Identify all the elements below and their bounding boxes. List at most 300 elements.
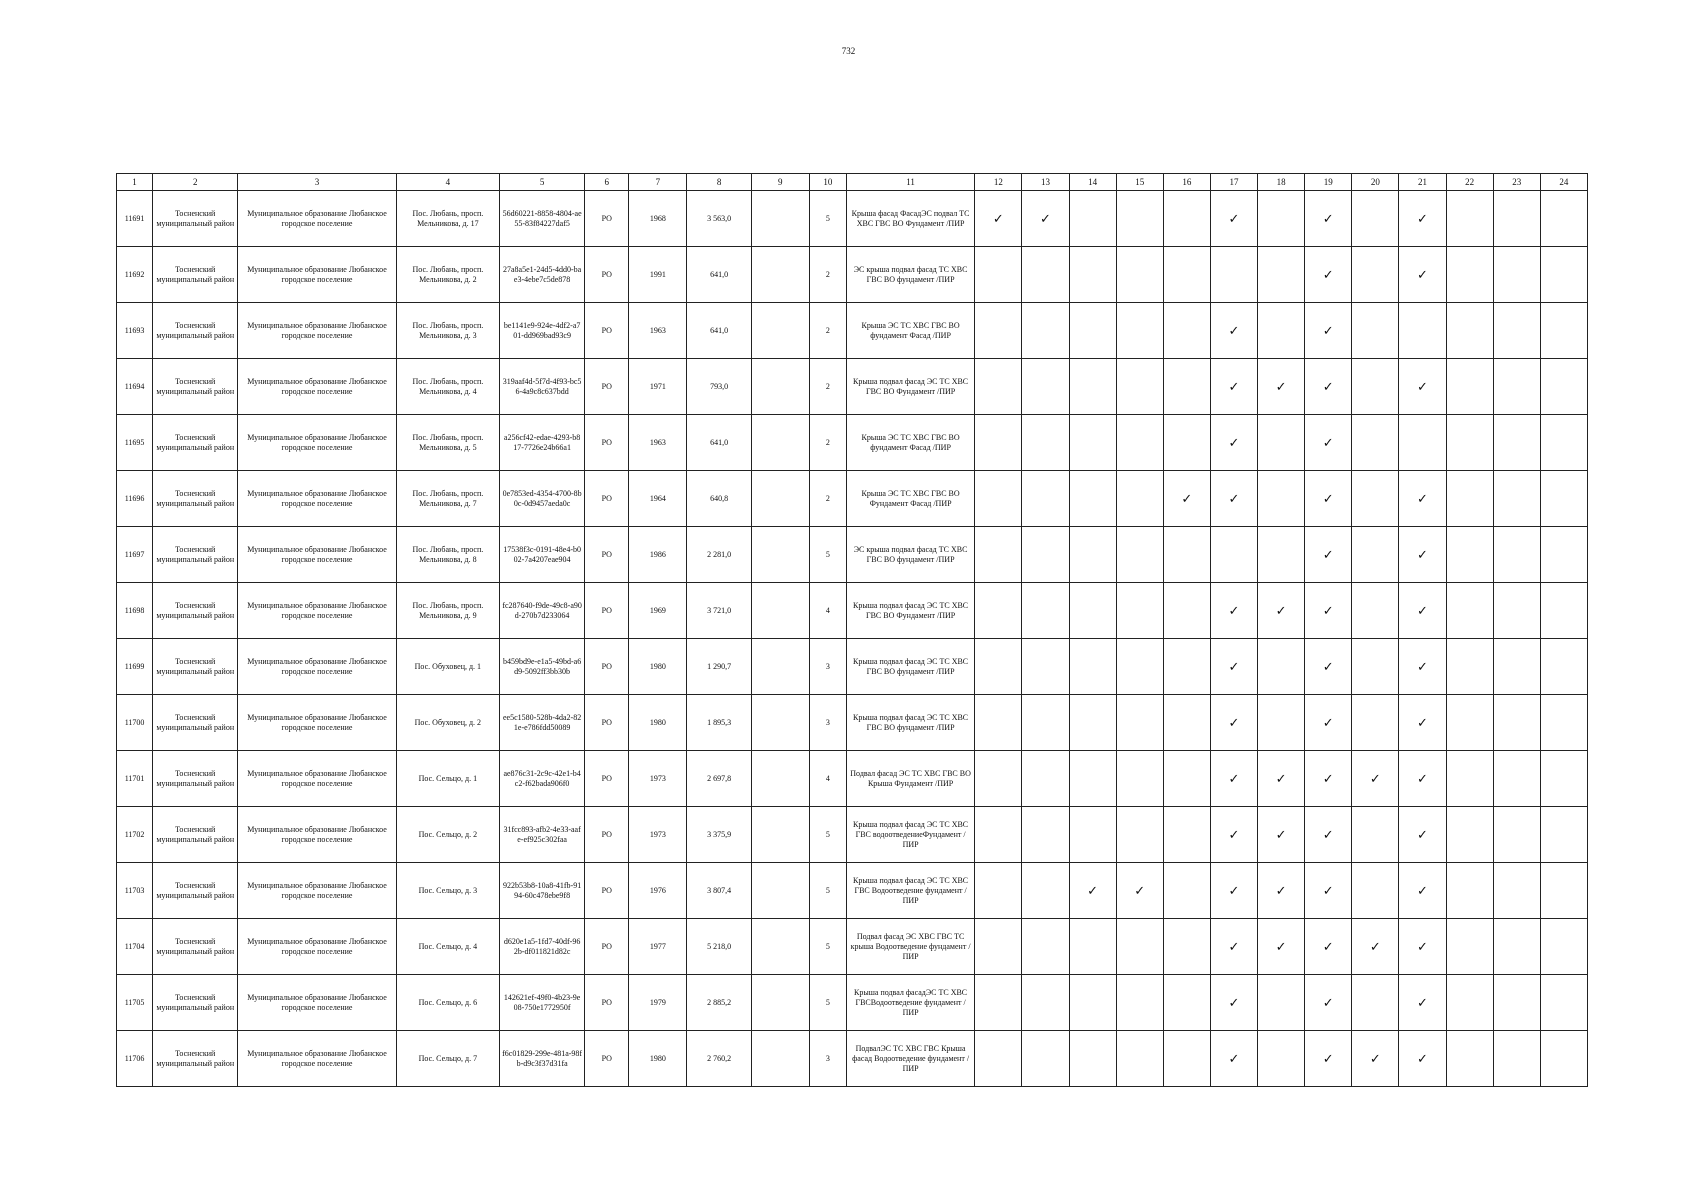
district-cell: Тосненский муниципальный район <box>153 975 238 1031</box>
area-cell: 2 885,2 <box>687 975 751 1031</box>
house-guid-cell: 27a8a5e1-24d5-4dd0-bae3-4ebe7c5de878 <box>500 247 585 303</box>
check-cell-col-23 <box>1493 863 1540 919</box>
column-9-cell <box>751 695 809 751</box>
checkmark-icon: ✓ <box>1416 826 1428 842</box>
column-header-18: 18 <box>1258 174 1305 191</box>
district-cell: Тосненский муниципальный район <box>153 527 238 583</box>
check-cell-col-13 <box>1022 919 1069 975</box>
check-cell-col-23 <box>1493 527 1540 583</box>
floors-cell: 3 <box>809 639 846 695</box>
check-cell-col-13 <box>1022 695 1069 751</box>
area-cell: 3 563,0 <box>687 191 751 247</box>
check-cell-col-20 <box>1352 191 1399 247</box>
check-cell-col-24 <box>1540 751 1587 807</box>
address-cell: Пос. Сельцо, д. 6 <box>396 975 499 1031</box>
column-header-8: 8 <box>687 174 751 191</box>
build-year-cell: 1973 <box>629 807 687 863</box>
checkmark-icon: ✓ <box>1322 1050 1334 1066</box>
works-list-cell: ЭС крыша подвал фасад ТС ХВС ГВС ВО фундамент /ПИР <box>846 527 974 583</box>
row-number: 11701 <box>117 751 153 807</box>
check-cell-col-18 <box>1258 919 1305 975</box>
check-cell-col-18 <box>1258 359 1305 415</box>
build-year-cell: 1963 <box>629 415 687 471</box>
check-cell-col-16 <box>1163 303 1210 359</box>
check-cell-col-22 <box>1446 471 1493 527</box>
address-cell: Пос. Сельцо, д. 4 <box>396 919 499 975</box>
check-cell-col-21 <box>1399 583 1446 639</box>
district-cell: Тосненский муниципальный район <box>153 303 238 359</box>
check-cell-col-19 <box>1305 639 1352 695</box>
check-cell-col-12 <box>975 303 1022 359</box>
check-cell-col-20 <box>1352 863 1399 919</box>
check-cell-col-20 <box>1352 247 1399 303</box>
table-row <box>117 247 1588 303</box>
checkmark-icon: ✓ <box>1228 490 1240 506</box>
checkmark-icon: ✓ <box>1416 546 1428 562</box>
check-cell-col-17 <box>1210 191 1257 247</box>
area-cell: 640,8 <box>687 471 751 527</box>
floors-cell: 5 <box>809 527 846 583</box>
check-cell-col-15 <box>1116 359 1163 415</box>
check-cell-col-17 <box>1210 527 1257 583</box>
check-cell-col-19 <box>1305 191 1352 247</box>
checkmark-icon: ✓ <box>1369 1050 1381 1066</box>
check-cell-col-12 <box>975 863 1022 919</box>
check-cell-col-23 <box>1493 807 1540 863</box>
check-cell-col-15 <box>1116 751 1163 807</box>
column-9-cell <box>751 247 809 303</box>
check-cell-col-15 <box>1116 527 1163 583</box>
check-cell-col-22 <box>1446 807 1493 863</box>
check-cell-col-15 <box>1116 583 1163 639</box>
check-cell-col-23 <box>1493 639 1540 695</box>
ownership-type-cell: РО <box>585 919 629 975</box>
column-9-cell <box>751 415 809 471</box>
check-cell-col-23 <box>1493 191 1540 247</box>
check-cell-col-21 <box>1399 303 1446 359</box>
area-cell: 2 760,2 <box>687 1031 751 1087</box>
checkmark-icon: ✓ <box>1416 210 1428 226</box>
table-row <box>117 1031 1588 1087</box>
build-year-cell: 1971 <box>629 359 687 415</box>
check-cell-col-17 <box>1210 1031 1257 1087</box>
checkmark-icon: ✓ <box>1228 602 1240 618</box>
municipality-cell: Муниципальное образование Любанское городское поселение <box>238 471 396 527</box>
area-cell: 5 218,0 <box>687 919 751 975</box>
table-row <box>117 527 1588 583</box>
check-cell-col-18 <box>1258 751 1305 807</box>
floors-cell: 3 <box>809 1031 846 1087</box>
check-cell-col-13 <box>1022 359 1069 415</box>
check-cell-col-21 <box>1399 415 1446 471</box>
row-number: 11695 <box>117 415 153 471</box>
table-row <box>117 807 1588 863</box>
checkmark-icon: ✓ <box>1228 210 1240 226</box>
ownership-type-cell: РО <box>585 303 629 359</box>
column-header-20: 20 <box>1352 174 1399 191</box>
check-cell-col-19 <box>1305 863 1352 919</box>
address-cell: Пос. Сельцо, д. 7 <box>396 1031 499 1087</box>
check-cell-col-17 <box>1210 359 1257 415</box>
district-cell: Тосненский муниципальный район <box>153 863 238 919</box>
check-cell-col-19 <box>1305 415 1352 471</box>
column-9-cell <box>751 919 809 975</box>
build-year-cell: 1980 <box>629 639 687 695</box>
build-year-cell: 1980 <box>629 1031 687 1087</box>
ownership-type-cell: РО <box>585 695 629 751</box>
build-year-cell: 1976 <box>629 863 687 919</box>
check-cell-col-16 <box>1163 471 1210 527</box>
check-cell-col-24 <box>1540 303 1587 359</box>
house-guid-cell: ee5c1580-528b-4da2-821e-e786fdd50089 <box>500 695 585 751</box>
check-cell-col-14 <box>1069 303 1116 359</box>
check-cell-col-22 <box>1446 1031 1493 1087</box>
check-cell-col-15 <box>1116 415 1163 471</box>
ownership-type-cell: РО <box>585 975 629 1031</box>
checkmark-icon: ✓ <box>1228 434 1240 450</box>
district-cell: Тосненский муниципальный район <box>153 583 238 639</box>
check-cell-col-24 <box>1540 695 1587 751</box>
check-cell-col-17 <box>1210 695 1257 751</box>
check-cell-col-12 <box>975 191 1022 247</box>
area-cell: 641,0 <box>687 415 751 471</box>
column-header-15: 15 <box>1116 174 1163 191</box>
check-cell-col-20 <box>1352 359 1399 415</box>
works-list-cell: Крыша подвал фасадЭС ТС ХВС ГВСВодоотведение фундамент /ПИР <box>846 975 974 1031</box>
works-list-cell: Крыша подвал фасад ЭС ТС ХВС ГВС ВО Фундамент /ПИР <box>846 583 974 639</box>
floors-cell: 5 <box>809 863 846 919</box>
check-cell-col-15 <box>1116 975 1163 1031</box>
check-cell-col-17 <box>1210 303 1257 359</box>
row-number: 11704 <box>117 919 153 975</box>
checkmark-icon: ✓ <box>1228 770 1240 786</box>
check-cell-col-16 <box>1163 359 1210 415</box>
municipality-cell: Муниципальное образование Любанское городское поселение <box>238 695 396 751</box>
checkmark-icon: ✓ <box>1322 770 1334 786</box>
check-cell-col-22 <box>1446 751 1493 807</box>
check-cell-col-22 <box>1446 919 1493 975</box>
check-cell-col-22 <box>1446 863 1493 919</box>
district-cell: Тосненский муниципальный район <box>153 639 238 695</box>
district-cell: Тосненский муниципальный район <box>153 191 238 247</box>
table-row <box>117 695 1588 751</box>
build-year-cell: 1973 <box>629 751 687 807</box>
check-cell-col-23 <box>1493 415 1540 471</box>
check-cell-col-15 <box>1116 303 1163 359</box>
house-guid-cell: fc287640-f9de-49c8-a90d-270b7d233064 <box>500 583 585 639</box>
table-body <box>117 191 1588 1087</box>
area-cell: 641,0 <box>687 303 751 359</box>
check-cell-col-15 <box>1116 807 1163 863</box>
ownership-type-cell: РО <box>585 751 629 807</box>
municipality-cell: Муниципальное образование Любанское городское поселение <box>238 919 396 975</box>
check-cell-col-13 <box>1022 303 1069 359</box>
checkmark-icon: ✓ <box>1322 602 1334 618</box>
check-cell-col-21 <box>1399 807 1446 863</box>
check-cell-col-20 <box>1352 415 1399 471</box>
municipality-cell: Муниципальное образование Любанское городское поселение <box>238 303 396 359</box>
column-9-cell <box>751 303 809 359</box>
house-guid-cell: 31fcc893-afb2-4e33-aafe-ef925c302faa <box>500 807 585 863</box>
district-cell: Тосненский муниципальный район <box>153 359 238 415</box>
build-year-cell: 1964 <box>629 471 687 527</box>
check-cell-col-19 <box>1305 695 1352 751</box>
check-cell-col-14 <box>1069 415 1116 471</box>
checkmark-icon: ✓ <box>1416 994 1428 1010</box>
check-cell-col-20 <box>1352 639 1399 695</box>
check-cell-col-21 <box>1399 975 1446 1031</box>
house-guid-cell: 319aaf4d-5f7d-4f93-bc56-4a9c8c637bdd <box>500 359 585 415</box>
works-list-cell: Крыша ЭС ТС ХВС ГВС ВО фундамент Фасад /ПИР <box>846 415 974 471</box>
ownership-type-cell: РО <box>585 527 629 583</box>
address-cell: Пос. Обуховец, д. 1 <box>396 639 499 695</box>
build-year-cell: 1977 <box>629 919 687 975</box>
check-cell-col-20 <box>1352 695 1399 751</box>
municipality-cell: Муниципальное образование Любанское городское поселение <box>238 247 396 303</box>
check-cell-col-20 <box>1352 303 1399 359</box>
check-cell-col-18 <box>1258 247 1305 303</box>
column-header-9: 9 <box>751 174 809 191</box>
checkmark-icon: ✓ <box>992 210 1004 226</box>
table-row <box>117 191 1588 247</box>
row-number: 11699 <box>117 639 153 695</box>
ownership-type-cell: РО <box>585 807 629 863</box>
works-list-cell: Крыша фасад ФасадЭС подвал ТС ХВС ГВС ВО Фундамент /ПИР <box>846 191 974 247</box>
table-row <box>117 359 1588 415</box>
check-cell-col-12 <box>975 247 1022 303</box>
check-cell-col-16 <box>1163 191 1210 247</box>
house-guid-cell: 142621ef-49f0-4b23-9e08-750e1772950f <box>500 975 585 1031</box>
house-guid-cell: d620e1a5-1fd7-40df-962b-df011821d82c <box>500 919 585 975</box>
address-cell: Пос. Сельцо, д. 2 <box>396 807 499 863</box>
check-cell-col-14 <box>1069 527 1116 583</box>
check-cell-col-22 <box>1446 415 1493 471</box>
table-row <box>117 863 1588 919</box>
municipality-cell: Муниципальное образование Любанское городское поселение <box>238 415 396 471</box>
house-guid-cell: a256cf42-edae-4293-b817-7726e24b66a1 <box>500 415 585 471</box>
check-cell-col-16 <box>1163 975 1210 1031</box>
check-cell-col-17 <box>1210 583 1257 639</box>
municipality-cell: Муниципальное образование Любанское городское поселение <box>238 527 396 583</box>
check-cell-col-22 <box>1446 303 1493 359</box>
check-cell-col-16 <box>1163 527 1210 583</box>
column-header-17: 17 <box>1210 174 1257 191</box>
floors-cell: 2 <box>809 359 846 415</box>
check-cell-col-18 <box>1258 639 1305 695</box>
checkmark-icon: ✓ <box>1228 826 1240 842</box>
column-header-3: 3 <box>238 174 396 191</box>
check-cell-col-20 <box>1352 471 1399 527</box>
column-header-13: 13 <box>1022 174 1069 191</box>
check-cell-col-23 <box>1493 695 1540 751</box>
column-9-cell <box>751 751 809 807</box>
check-cell-col-23 <box>1493 247 1540 303</box>
ownership-type-cell: РО <box>585 415 629 471</box>
check-cell-col-18 <box>1258 527 1305 583</box>
works-list-cell: Крыша подвал фасад ЭС ТС ХВС ГВС ВО Фундамент /ПИР <box>846 359 974 415</box>
check-cell-col-21 <box>1399 639 1446 695</box>
floors-cell: 2 <box>809 303 846 359</box>
check-cell-col-18 <box>1258 1031 1305 1087</box>
check-cell-col-15 <box>1116 639 1163 695</box>
check-cell-col-13 <box>1022 471 1069 527</box>
column-9-cell <box>751 807 809 863</box>
check-cell-col-20 <box>1352 751 1399 807</box>
check-cell-col-16 <box>1163 919 1210 975</box>
column-header-23: 23 <box>1493 174 1540 191</box>
check-cell-col-14 <box>1069 639 1116 695</box>
check-cell-col-23 <box>1493 1031 1540 1087</box>
check-cell-col-13 <box>1022 415 1069 471</box>
column-9-cell <box>751 863 809 919</box>
check-cell-col-13 <box>1022 751 1069 807</box>
check-cell-col-12 <box>975 695 1022 751</box>
checkmark-icon: ✓ <box>1322 826 1334 842</box>
check-cell-col-24 <box>1540 807 1587 863</box>
house-guid-cell: f6c01829-299e-481a-98fb-d9c3f37d31fa <box>500 1031 585 1087</box>
check-cell-col-20 <box>1352 919 1399 975</box>
checkmark-icon: ✓ <box>1087 882 1099 898</box>
checkmark-icon: ✓ <box>1416 882 1428 898</box>
ownership-type-cell: РО <box>585 639 629 695</box>
check-cell-col-22 <box>1446 695 1493 751</box>
row-number: 11706 <box>117 1031 153 1087</box>
checkmark-icon: ✓ <box>1322 882 1334 898</box>
area-cell: 1 290,7 <box>687 639 751 695</box>
checkmark-icon: ✓ <box>1228 1050 1240 1066</box>
house-guid-cell: be1141e9-924e-4df2-a701-dd969bad93c9 <box>500 303 585 359</box>
check-cell-col-24 <box>1540 919 1587 975</box>
check-cell-col-21 <box>1399 191 1446 247</box>
column-9-cell <box>751 191 809 247</box>
ownership-type-cell: РО <box>585 359 629 415</box>
check-cell-col-19 <box>1305 751 1352 807</box>
checkmark-icon: ✓ <box>1228 714 1240 730</box>
check-cell-col-13 <box>1022 527 1069 583</box>
check-cell-col-18 <box>1258 471 1305 527</box>
check-cell-col-22 <box>1446 975 1493 1031</box>
check-cell-col-13 <box>1022 1031 1069 1087</box>
checkmark-icon: ✓ <box>1322 434 1334 450</box>
column-header-14: 14 <box>1069 174 1116 191</box>
check-cell-col-19 <box>1305 471 1352 527</box>
build-year-cell: 1968 <box>629 191 687 247</box>
check-cell-col-21 <box>1399 527 1446 583</box>
check-cell-col-23 <box>1493 303 1540 359</box>
build-year-cell: 1991 <box>629 247 687 303</box>
checkmark-icon: ✓ <box>1134 882 1146 898</box>
check-cell-col-12 <box>975 975 1022 1031</box>
check-cell-col-22 <box>1446 359 1493 415</box>
district-cell: Тосненский муниципальный район <box>153 1031 238 1087</box>
check-cell-col-16 <box>1163 583 1210 639</box>
check-cell-col-14 <box>1069 1031 1116 1087</box>
row-number: 11698 <box>117 583 153 639</box>
check-cell-col-21 <box>1399 471 1446 527</box>
works-list-cell: Крыша ЭС ТС ХВС ГВС ВО Фундамент Фасад /ПИР <box>846 471 974 527</box>
check-cell-col-17 <box>1210 863 1257 919</box>
check-cell-col-22 <box>1446 527 1493 583</box>
address-cell: Пос. Любань, просп. Мельникова, д. 2 <box>396 247 499 303</box>
ownership-type-cell: РО <box>585 1031 629 1087</box>
address-cell: Пос. Любань, просп. Мельникова, д. 9 <box>396 583 499 639</box>
works-list-cell: Подвал фасад ЭС ХВС ГВС ТС крыша Водоотведение фундамент /ПИР <box>846 919 974 975</box>
check-cell-col-17 <box>1210 807 1257 863</box>
column-header-22: 22 <box>1446 174 1493 191</box>
check-cell-col-24 <box>1540 1031 1587 1087</box>
district-cell: Тосненский муниципальный район <box>153 695 238 751</box>
municipality-cell: Муниципальное образование Любанское городское поселение <box>238 191 396 247</box>
checkmark-icon: ✓ <box>1416 938 1428 954</box>
check-cell-col-15 <box>1116 247 1163 303</box>
floors-cell: 3 <box>809 695 846 751</box>
check-cell-col-18 <box>1258 415 1305 471</box>
address-cell: Пос. Сельцо, д. 3 <box>396 863 499 919</box>
check-cell-col-15 <box>1116 695 1163 751</box>
area-cell: 793,0 <box>687 359 751 415</box>
check-cell-col-14 <box>1069 751 1116 807</box>
row-number: 11693 <box>117 303 153 359</box>
check-cell-col-24 <box>1540 191 1587 247</box>
check-cell-col-12 <box>975 751 1022 807</box>
check-cell-col-15 <box>1116 191 1163 247</box>
column-9-cell <box>751 975 809 1031</box>
checkmark-icon: ✓ <box>1416 658 1428 674</box>
check-cell-col-21 <box>1399 247 1446 303</box>
column-9-cell <box>751 1031 809 1087</box>
address-cell: Пос. Любань, просп. Мельникова, д. 8 <box>396 527 499 583</box>
check-cell-col-14 <box>1069 807 1116 863</box>
works-list-cell: Крыша подвал фасад ЭС ТС ХВС ГВС ВО фундамент /ПИР <box>846 639 974 695</box>
floors-cell: 5 <box>809 807 846 863</box>
municipality-cell: Муниципальное образование Любанское городское поселение <box>238 807 396 863</box>
check-cell-col-18 <box>1258 807 1305 863</box>
column-9-cell <box>751 639 809 695</box>
checkmark-icon: ✓ <box>1275 602 1287 618</box>
checkmark-icon: ✓ <box>1322 546 1334 562</box>
check-cell-col-19 <box>1305 919 1352 975</box>
check-cell-col-16 <box>1163 247 1210 303</box>
checkmark-icon: ✓ <box>1275 770 1287 786</box>
address-cell: Пос. Любань, просп. Мельникова, д. 3 <box>396 303 499 359</box>
check-cell-col-24 <box>1540 247 1587 303</box>
table-row <box>117 415 1588 471</box>
municipality-cell: Муниципальное образование Любанское городское поселение <box>238 359 396 415</box>
check-cell-col-14 <box>1069 975 1116 1031</box>
house-guid-cell: ae876c31-2c9c-42e1-b4c2-f62bada906f0 <box>500 751 585 807</box>
column-header-2: 2 <box>153 174 238 191</box>
row-number: 11691 <box>117 191 153 247</box>
table-row <box>117 919 1588 975</box>
check-cell-col-14 <box>1069 695 1116 751</box>
floors-cell: 4 <box>809 751 846 807</box>
row-number: 11697 <box>117 527 153 583</box>
column-header-21: 21 <box>1399 174 1446 191</box>
check-cell-col-15 <box>1116 863 1163 919</box>
check-cell-col-18 <box>1258 975 1305 1031</box>
check-cell-col-17 <box>1210 639 1257 695</box>
check-cell-col-24 <box>1540 471 1587 527</box>
check-cell-col-24 <box>1540 639 1587 695</box>
address-cell: Пос. Любань, просп. Мельникова, д. 7 <box>396 471 499 527</box>
district-cell: Тосненский муниципальный район <box>153 919 238 975</box>
build-year-cell: 1986 <box>629 527 687 583</box>
build-year-cell: 1963 <box>629 303 687 359</box>
check-cell-col-13 <box>1022 807 1069 863</box>
checkmark-icon: ✓ <box>1228 658 1240 674</box>
area-cell: 2 281,0 <box>687 527 751 583</box>
check-cell-col-12 <box>975 415 1022 471</box>
